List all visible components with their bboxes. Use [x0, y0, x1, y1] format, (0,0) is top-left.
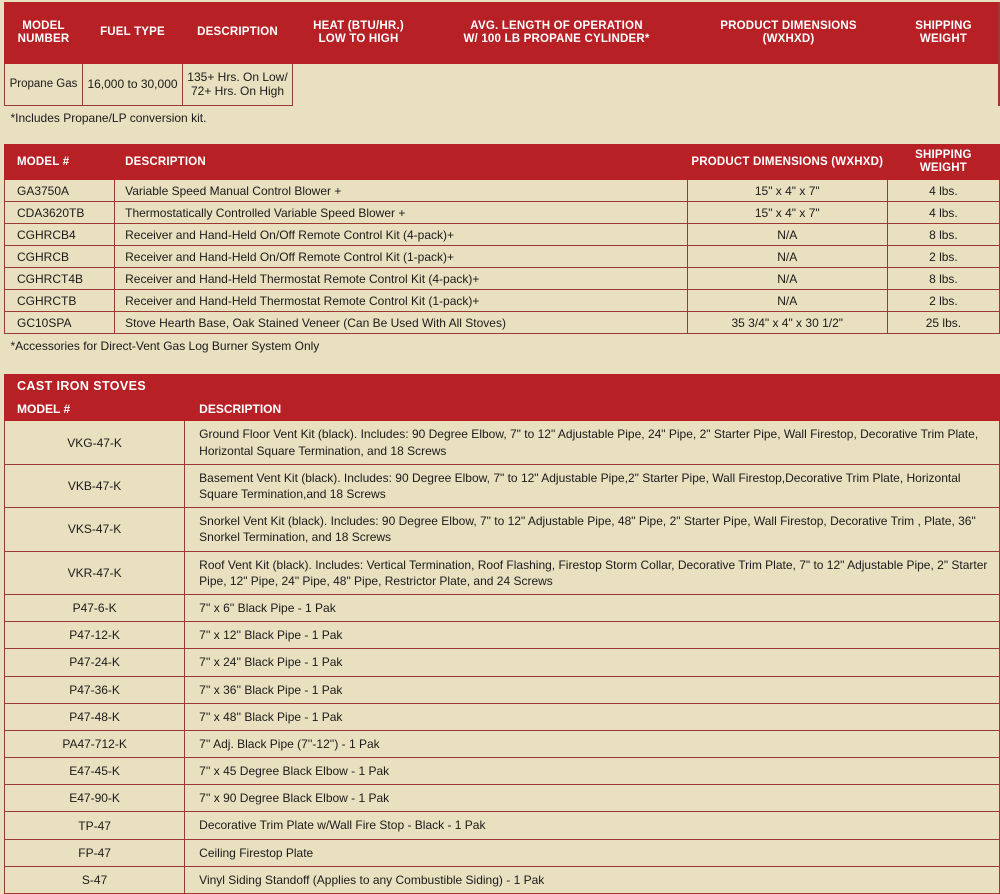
section-title-row [5, 375, 1000, 398]
table-header-row [5, 145, 1000, 180]
column-header-model: MODEL # [5, 145, 115, 180]
column-header-fuel-type: FUEL TYPE [83, 3, 183, 64]
cell-model: CDA3620TB [5, 202, 115, 224]
cell-shipping-weight: 4 lbs. [887, 180, 999, 202]
table-row [5, 622, 1000, 649]
cell-description: 7'' x 12'' Black Pipe - 1 Pak [185, 622, 1000, 649]
cell-model: GA3750A [5, 180, 115, 202]
table-row [5, 421, 1000, 464]
cell-model: P47-48-K [5, 703, 185, 730]
cell-model: CGHRCTB [5, 290, 115, 312]
table-row [5, 290, 1000, 312]
cell-model: GC10SPA [5, 312, 115, 334]
cell-description: Snorkel Vent Kit (black). Includes: 90 Degree Elbow, 7" to 12" Adjustable Pipe, 48" Pipe, 2" Starter Pipe, Wall Firestop, Decorative Trim , Plate, 36" Snorkel Termination, and 18 Screws [185, 508, 1000, 551]
table1-footnote: *Includes Propane/LP conversion kit. [5, 106, 999, 129]
cell-description: 7'' x 6'' Black Pipe - 1 Pak [185, 594, 1000, 621]
cell-model: P47-36-K [5, 676, 185, 703]
cell-description: 7'' x 90 Degree Black Elbow - 1 Pak [185, 785, 1000, 812]
table-row [5, 464, 1000, 507]
cell-model: FP-47 [5, 839, 185, 866]
table-row [5, 785, 1000, 812]
cell-product-dimensions: 15" x 4" x 7" [687, 180, 887, 202]
cast-iron-stoves-vent-table [4, 374, 1000, 894]
table2-footnote: *Accessories for Direct-Vent Gas Log Burner System Only [5, 334, 1000, 357]
footnote-row [5, 106, 1000, 129]
cell-description: 7'' x 36'' Black Pipe - 1 Pak [185, 676, 1000, 703]
table-row [5, 312, 1000, 334]
column-header-description: DESCRIPTION [183, 3, 293, 64]
cell-model: CGHRCT4B [5, 268, 115, 290]
cell-description: 7'' x 45 Degree Black Elbow - 1 Pak [185, 758, 1000, 785]
column-header-heat: HEAT (BTU/HR.) LOW TO HIGH [293, 3, 425, 64]
cell-description: Ground Floor Vent Kit (black). Includes: 90 Degree Elbow, 7" to 12" Adjustable Pipe, 24" Pipe, 2" Starter Pipe, Wall Firestop, Decorative Trim Plate, Horizontal Square Termination, and 18 Screws [185, 421, 1000, 464]
cell-description: 7'' x 48'' Black Pipe - 1 Pak [185, 703, 1000, 730]
table-row [5, 508, 1000, 551]
column-header-product-dimensions: PRODUCT DIMENSIONS (WXHXD) [689, 3, 889, 64]
cell-shipping-weight: 4 lbs. [887, 202, 999, 224]
accessories-table [4, 144, 1000, 356]
table-row [5, 180, 1000, 202]
cell-shipping-weight: 8 lbs. [887, 224, 999, 246]
table-row [5, 812, 1000, 839]
cell-description: Decorative Trim Plate w/Wall Fire Stop - Black - 1 Pak [185, 812, 1000, 839]
table-row [5, 594, 1000, 621]
table-row [5, 866, 1000, 893]
cell-product-dimensions: N/A [687, 246, 887, 268]
cell-model: S-47 [5, 866, 185, 893]
table-row [5, 730, 1000, 757]
table-header-row [5, 398, 1000, 421]
cell-model: CGHRCB4 [5, 224, 115, 246]
spec-sheet-page [0, 2, 1000, 854]
cell-description: Stove Hearth Base, Oak Stained Veneer (Can Be Used With All Stoves) [115, 312, 688, 334]
cell-model: TP-47 [5, 812, 185, 839]
table-row [5, 649, 1000, 676]
table-row [5, 839, 1000, 866]
cell-shipping-weight: 25 lbs. [887, 312, 999, 334]
footnote-row [5, 334, 1000, 357]
cell-description: Receiver and Hand-Held On/Off Remote Control Kit (1-pack)+ [115, 246, 688, 268]
column-header-shipping-weight: SHIPPING WEIGHT [889, 3, 999, 64]
stove-specifications-table [4, 2, 1000, 128]
header-line: MODEL [22, 20, 65, 32]
table-row [5, 758, 1000, 785]
cell-model: P47-6-K [5, 594, 185, 621]
cell-product-dimensions: N/A [687, 224, 887, 246]
table-row [5, 202, 1000, 224]
cell-description: Vinyl Siding Standoff (Applies to any Combustible Siding) - 1 Pak [185, 866, 1000, 893]
cell-description: Basement Vent Kit (black). Includes: 90 Degree Elbow, 7" to 12" Adjustable Pipe,2" Starter Pipe, Wall Firestop,Decorative Trim Plate, Horizontal Square Termination,and 18 Screws [185, 464, 1000, 507]
header-line: NUMBER [18, 33, 70, 45]
table-row [5, 63, 1000, 106]
cell-model: P47-24-K [5, 649, 185, 676]
cell-description: 7'' Adj. Black Pipe (7''-12'') - 1 Pak [185, 730, 1000, 757]
column-header-model-number [5, 3, 83, 64]
cell-heat: 16,000 to 30,000 [83, 63, 183, 106]
table-row [5, 224, 1000, 246]
cell-description: Receiver and Hand-Held Thermostat Remote Control Kit (1-pack)+ [115, 290, 688, 312]
cell-shipping-weight: 2 lbs. [887, 246, 999, 268]
table-row [5, 676, 1000, 703]
cell-model: CGHRCB [5, 246, 115, 268]
cell-description: Thermostatically Controlled Variable Speed Blower + [115, 202, 688, 224]
cell-model: VKB-47-K [5, 464, 185, 507]
table-row [5, 551, 1000, 594]
cell-model: P47-12-K [5, 622, 185, 649]
column-header-avg-length-operation: AVG. LENGTH OF OPERATION W/ 100 LB PROPANE CYLINDER* [425, 3, 689, 64]
cell-description: 7'' x 24'' Black Pipe - 1 Pak [185, 649, 1000, 676]
cell-description: Ceiling Firestop Plate [185, 839, 1000, 866]
column-header-description: DESCRIPTION [115, 145, 688, 180]
cell-model: VKS-47-K [5, 508, 185, 551]
cell-description: Roof Vent Kit (black). Includes: Vertical Termination, Roof Flashing, Firestop Storm Collar, Decorative Trim Plate, 7" to 12" Adjustable Pipe, 2" Starter Pipe, 12" Pipe, 24" Pipe, 48" Pipe, Restrictor Plate, and 24 Screws [185, 551, 1000, 594]
cell-model: PA47-712-K [5, 730, 185, 757]
cell-description: Variable Speed Manual Control Blower + [115, 180, 688, 202]
cell-description: Receiver and Hand-Held On/Off Remote Control Kit (4-pack)+ [115, 224, 688, 246]
cell-model: VKR-47-K [5, 551, 185, 594]
cell-avg-operation: 135+ Hrs. On Low/ 72+ Hrs. On High [183, 63, 293, 106]
column-header-model: MODEL # [5, 398, 185, 421]
cell-description: Receiver and Hand-Held Thermostat Remote Control Kit (4-pack)+ [115, 268, 688, 290]
cell-shipping-weight: 8 lbs. [887, 268, 999, 290]
cell-model: E47-45-K [5, 758, 185, 785]
cell-fuel-type: Propane Gas [5, 63, 83, 106]
table-row [5, 246, 1000, 268]
section-title: CAST IRON STOVES [5, 375, 1000, 398]
cell-product-dimensions: N/A [687, 290, 887, 312]
table-row [5, 268, 1000, 290]
column-header-description: DESCRIPTION [185, 398, 1000, 421]
cell-shipping-weight: 2 lbs. [887, 290, 999, 312]
cell-model: VKG-47-K [5, 421, 185, 464]
table-row [5, 703, 1000, 730]
cell-product-dimensions: 15" x 4" x 7" [687, 202, 887, 224]
cell-product-dimensions: N/A [687, 268, 887, 290]
cell-product-dimensions: 35 3/4" x 4" x 30 1/2" [687, 312, 887, 334]
column-header-product-dimensions: PRODUCT DIMENSIONS (WXHXD) [687, 145, 887, 180]
column-header-shipping-weight: SHIPPING WEIGHT [887, 145, 999, 180]
cell-model: E47-90-K [5, 785, 185, 812]
